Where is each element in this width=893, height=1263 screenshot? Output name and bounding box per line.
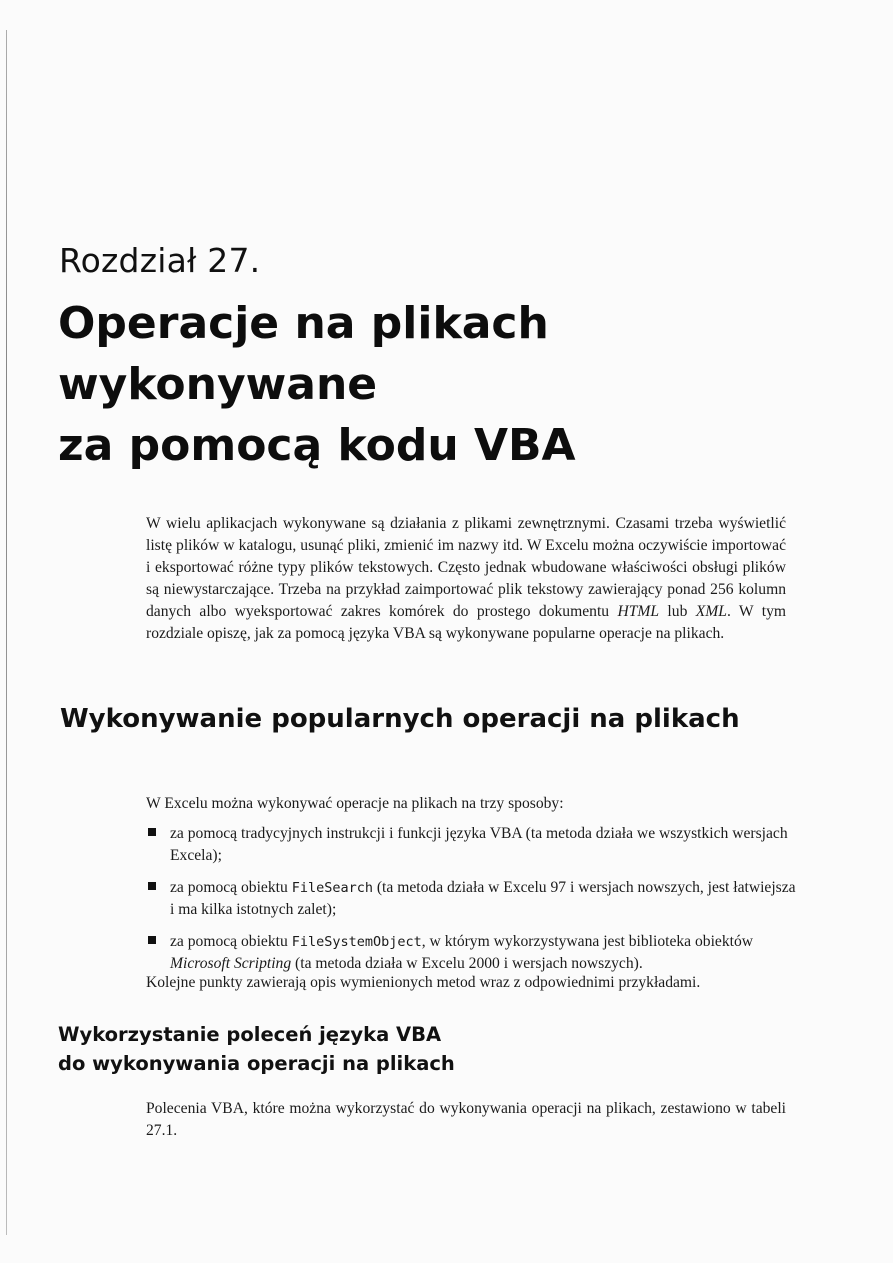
square-bullet-icon xyxy=(148,882,156,890)
code-filesystemobject: FileSystemObject xyxy=(291,934,422,950)
list-item-prefix: za pomocą obiektu xyxy=(170,933,292,950)
intro-paragraph xyxy=(146,513,786,645)
intro-text-end: . W tym rozdziale opiszę, jak za pomocą języka VBA są wykonywane popularne operacje na plikach. xyxy=(146,603,786,642)
section-heading: Wykonywanie popularnych operacji na plikach xyxy=(60,704,740,734)
subsection-heading-line: Wykorzystanie poleceń języka VBA xyxy=(58,1023,442,1046)
list-item xyxy=(146,823,796,867)
intro-text-between: lub xyxy=(659,603,696,620)
list-item-suffix: (ta metoda działa w Excelu 97 i wersjach nowszych, jest łatwiejsza i ma kilka istotnych zalet); xyxy=(170,879,796,918)
list-item-middle: , w którym wykorzystywana jest biblioteka obiektów xyxy=(421,933,754,950)
chapter-title-line: za pomocą kodu VBA xyxy=(58,420,576,471)
html-term: HTML xyxy=(617,603,660,620)
section-summary: Kolejne punkty zawierają opis wymienionych metod wraz z odpowiednimi przykładami. xyxy=(146,974,701,991)
code-filesearch: FileSearch xyxy=(291,880,373,896)
subsection-heading xyxy=(58,1020,455,1078)
chapter-title-line: Operacje na plikach xyxy=(58,298,549,349)
list-item xyxy=(146,931,796,975)
microsoft-scripting-term: Microsoft Scripting xyxy=(170,955,292,972)
square-bullet-icon xyxy=(148,936,156,944)
intro-text-start: W wielu aplikacjach wykonywane są działania z plikami zewnętrznymi. Czasami trzeba wyświetlić listę plików w katalogu, usunąć pliki, zmienić im nazwy itd. W Excelu można oczywiście importować i eksportować różne typy plików tekstowych. Często jednak wbudowane właściwości obsługi plików są niewystarczające. Trzeba na przykład zaimportować plik tekstowy zawierający ponad 256 kolumn danych albo wyeksportować zakres komórek do prostego dokumentu xyxy=(146,515,786,620)
subsection-body: Polecenia VBA, które można wykorzystać do wykonywania operacji na plikach, zestawiono w tabeli 27.1. xyxy=(146,1100,786,1139)
list-item-prefix: za pomocą obiektu xyxy=(170,879,292,896)
list-item-suffix: (ta metoda działa w Excelu 2000 i wersjach nowszych). xyxy=(291,955,643,972)
square-bullet-icon xyxy=(148,828,156,836)
xml-term: XML xyxy=(695,603,727,620)
section-lead: W Excelu można wykonywać operacje na plikach na trzy sposoby: xyxy=(146,795,564,812)
scan-left-edge xyxy=(6,30,7,1235)
chapter-label: Rozdział 27. xyxy=(59,241,261,280)
chapter-title xyxy=(58,293,818,476)
chapter-title-line: wykonywane xyxy=(58,359,378,410)
methods-list xyxy=(146,823,796,985)
subsection-heading-line: do wykonywania operacji na plikach xyxy=(58,1052,455,1075)
list-item-text: za pomocą tradycyjnych instrukcji i funkcji języka VBA (ta metoda działa we wszystkich wersjach Excela); xyxy=(170,825,788,864)
list-item xyxy=(146,877,796,921)
